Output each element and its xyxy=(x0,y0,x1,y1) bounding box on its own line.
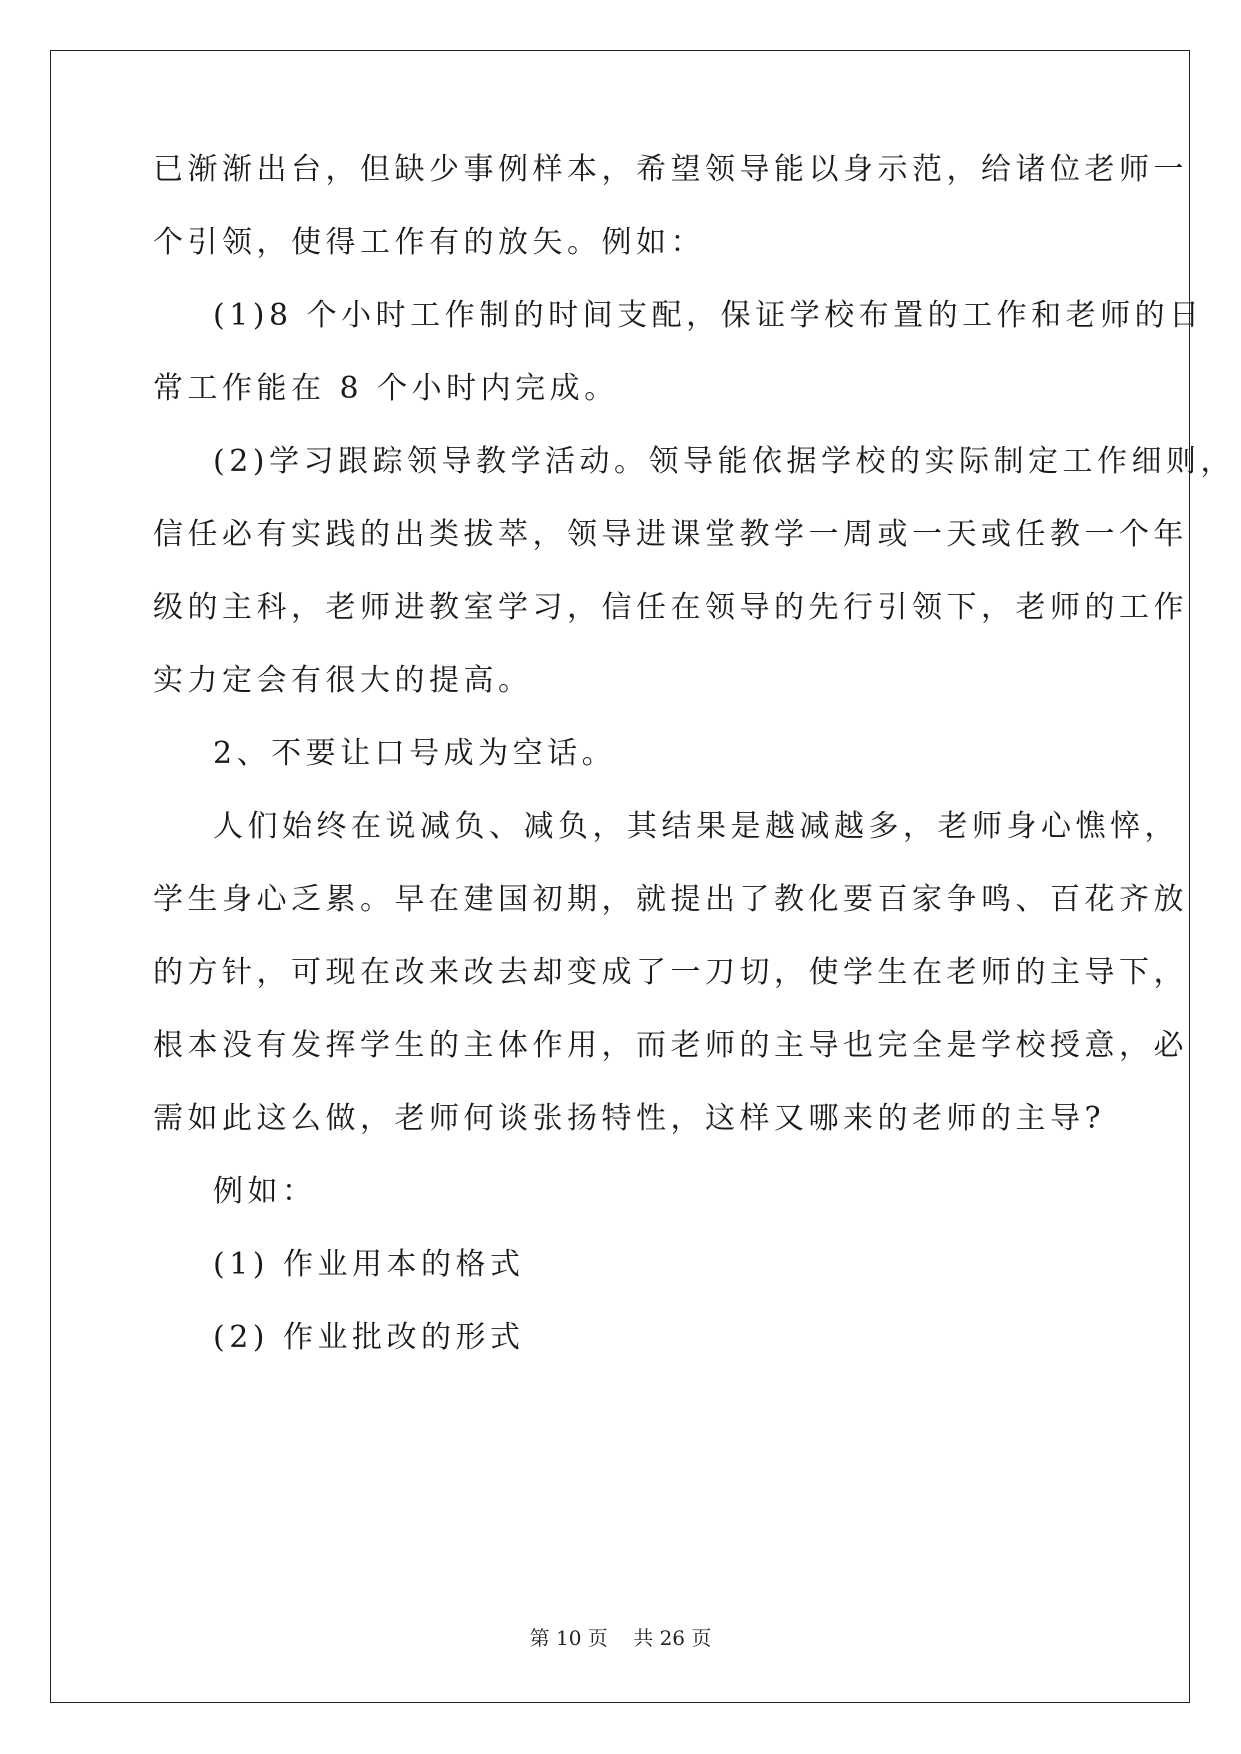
page-total: 共 26 页 xyxy=(633,1626,712,1650)
paragraph-line: 级的主科，老师进教室学习，信任在领导的先行引领下，老师的工作 xyxy=(153,590,1188,625)
paragraph-line: 实力定会有很大的提高。 xyxy=(153,663,533,698)
list-item-line: (1) 作业用本的格式 xyxy=(213,1247,525,1282)
paragraph-line: 人们始终在说减负、减负，其结果是越减越多，老师身心憔悴， xyxy=(213,809,1179,844)
list-item-line: (2)学习跟踪领导教学活动。领导能依据学校的实际制定工作细则， xyxy=(213,444,1235,479)
paragraph-line: 个引领，使得工作有的放矢。例如： xyxy=(153,225,705,260)
list-item-line: (2) 作业批改的形式 xyxy=(213,1320,525,1355)
paragraph-line: 信任必有实践的出类拔萃，领导进课堂教学一周或一天或任教一个年 xyxy=(153,517,1188,552)
paragraph-line: 根本没有发挥学生的主体作用，而老师的主导也完全是学校授意，必 xyxy=(153,1028,1188,1063)
paragraph-line: 学生身心乏累。早在建国初期，就提出了教化要百家争鸣、百花齐放 xyxy=(153,882,1188,917)
page-footer xyxy=(0,1622,1241,1651)
list-item-line: (1)8 个小时工作制的时间支配，保证学校布置的工作和老师的日 xyxy=(213,298,1204,333)
paragraph-line: 例如： xyxy=(213,1174,317,1209)
paragraph-line: 常工作能在 8 个小时内完成。 xyxy=(153,371,619,406)
paragraph-line: 需如此这么做，老师何谈张扬特性，这样又哪来的老师的主导? xyxy=(153,1101,1106,1136)
section-heading: 2、不要让口号成为空话。 xyxy=(213,736,617,771)
paragraph-line: 的方针，可现在改来改去却变成了一刀切，使学生在老师的主导下， xyxy=(153,955,1188,990)
page-number: 第 10 页 xyxy=(529,1626,608,1650)
paragraph-line: 已渐渐出台，但缺少事例样本，希望领导能以身示范，给诸位老师一 xyxy=(153,152,1188,187)
